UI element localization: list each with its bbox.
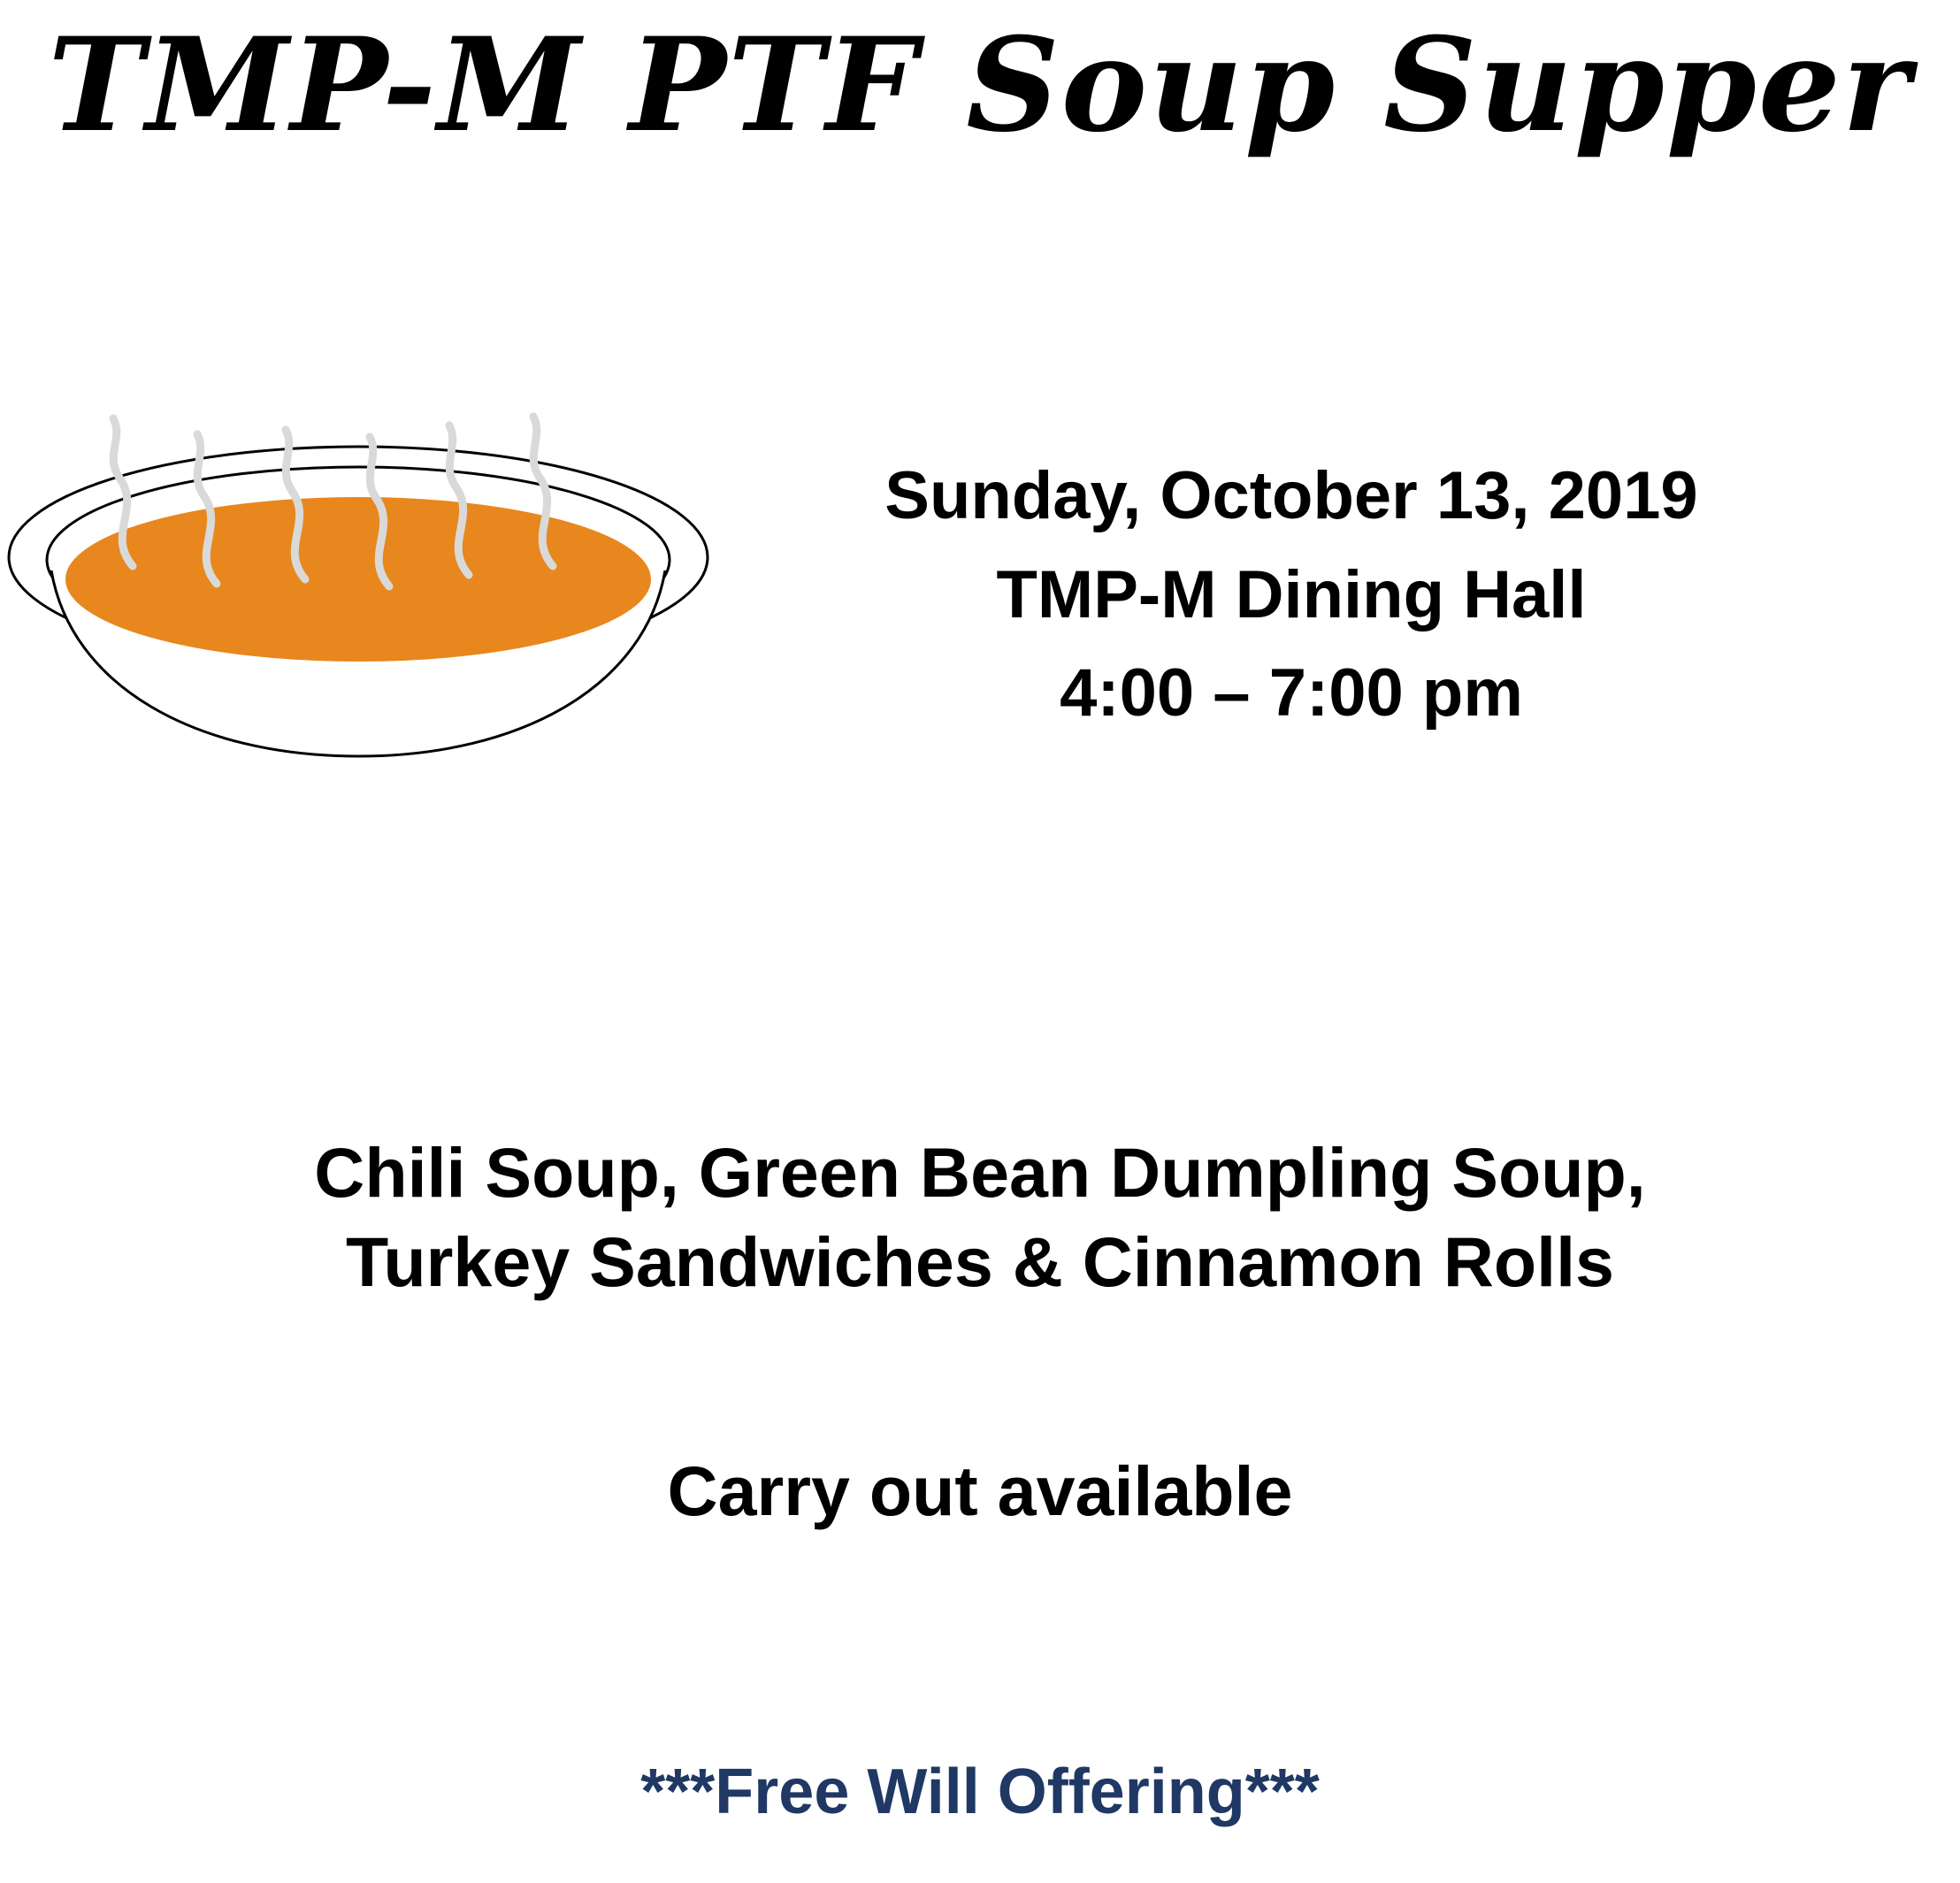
free-will-offering-note: ***Free Will Offering*** xyxy=(640,1757,1320,1827)
event-location: TMP-M Dining Hall xyxy=(996,556,1587,632)
steaming-soup-bowl-illustration xyxy=(0,402,725,774)
menu-line-1: Chili Soup, Green Bean Dumpling Soup, xyxy=(314,1133,1646,1212)
menu-line-2: Turkey Sandwiches & Cinnamon Rolls xyxy=(346,1222,1614,1302)
carry-out-note: Carry out available xyxy=(667,1451,1293,1530)
event-date: Sunday, October 13, 2019 xyxy=(884,458,1698,533)
event-time: 4:00 – 7:00 pm xyxy=(1060,655,1523,731)
event-details xyxy=(743,447,1840,743)
menu-items xyxy=(53,1128,1907,1306)
page-title: TMP-M PTF Soup Supper xyxy=(48,10,1912,161)
